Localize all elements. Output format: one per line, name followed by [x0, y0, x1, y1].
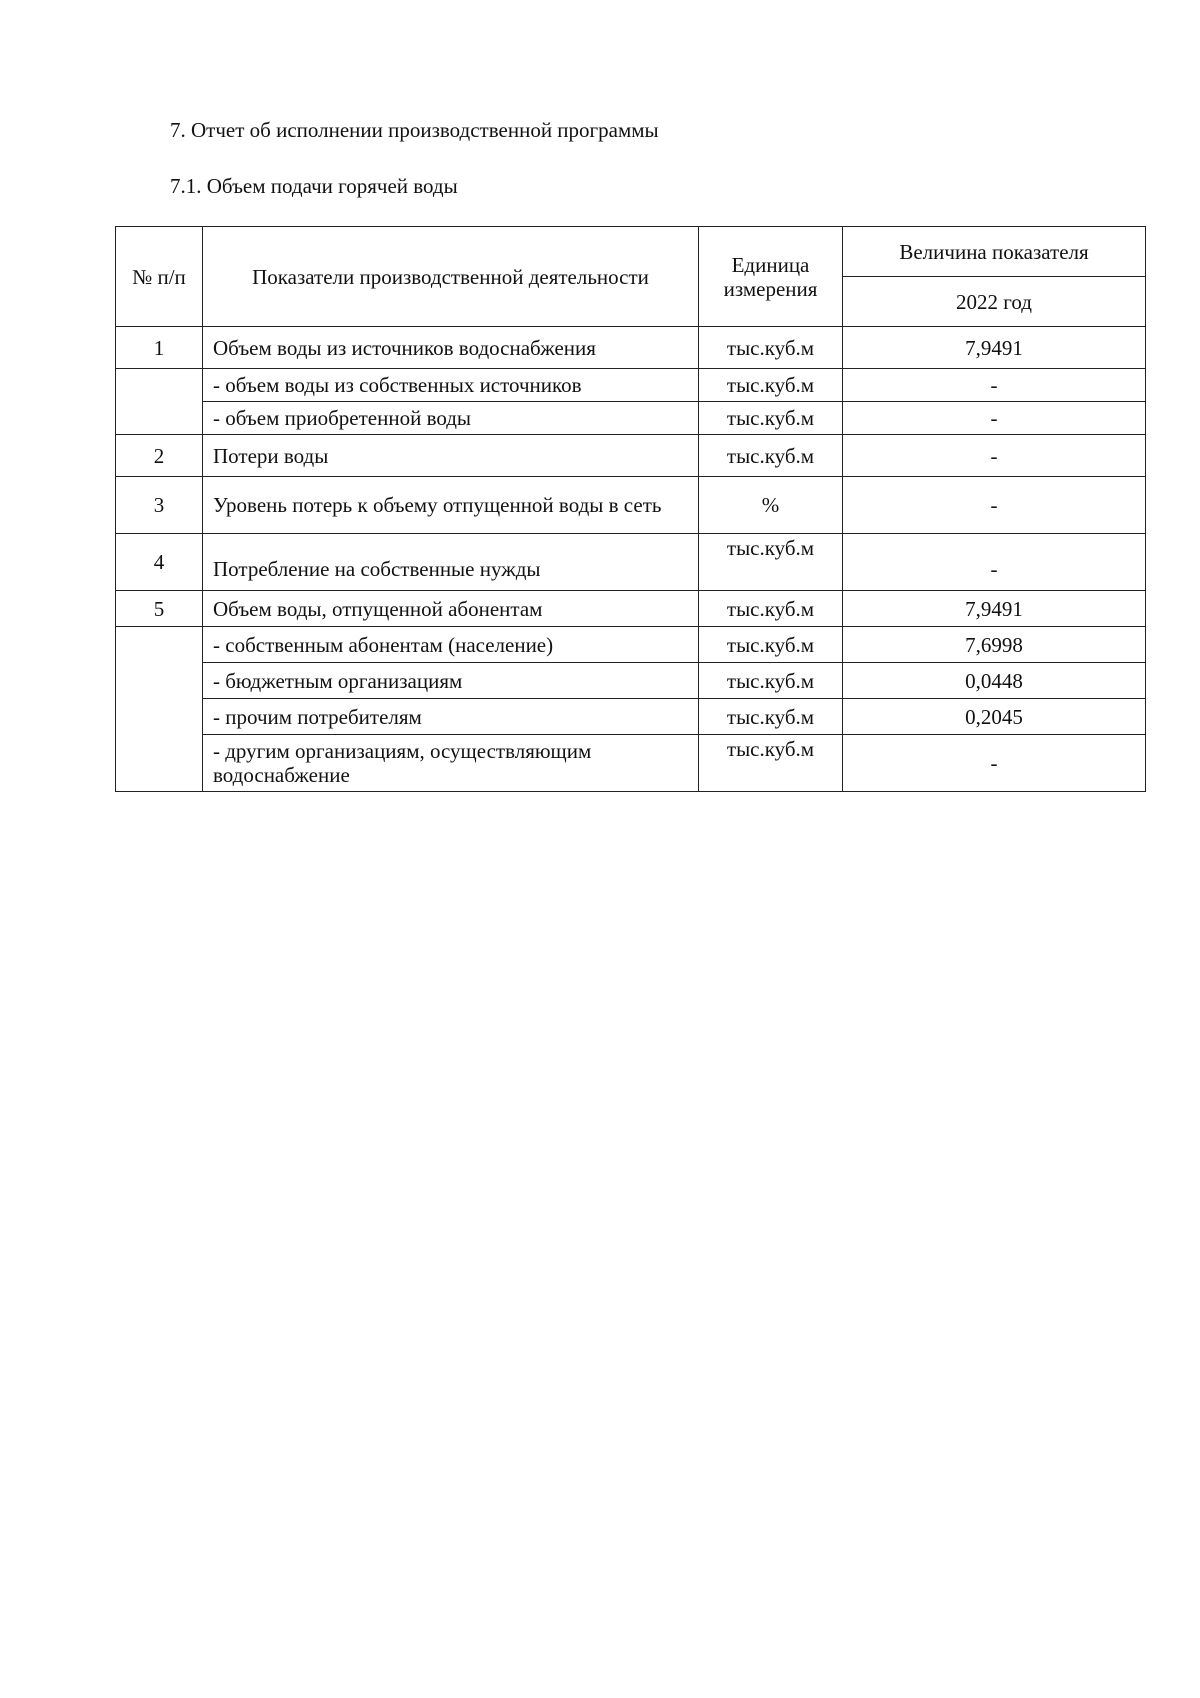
- row-name: Потребление на собственные нужды: [203, 534, 699, 591]
- row-num: [116, 627, 203, 792]
- header-num: № п/п: [116, 227, 203, 327]
- header-value: Величина показателя: [843, 227, 1146, 277]
- row-unit: тыс.куб.м: [699, 534, 843, 591]
- row-name: - объем воды из собственных источников: [203, 369, 699, 402]
- table-row: [116, 369, 1146, 402]
- row-unit: тыс.куб.м: [699, 627, 843, 663]
- row-num: 2: [116, 435, 203, 477]
- row-unit: тыс.куб.м: [699, 327, 843, 369]
- row-unit: тыс.куб.м: [699, 735, 843, 792]
- row-unit: тыс.куб.м: [699, 699, 843, 735]
- row-name: - бюджетным организациям: [203, 663, 699, 699]
- row-value: -: [843, 402, 1146, 435]
- row-name: Потери воды: [203, 435, 699, 477]
- row-value: -: [843, 735, 1146, 792]
- row-value: 7,6998: [843, 627, 1146, 663]
- subsection-heading: 7.1. Объем подачи горячей воды: [170, 174, 458, 198]
- table-header-row: [116, 227, 1146, 277]
- row-name: - другим организациям, осуществляющим водоснабжение: [203, 735, 699, 792]
- row-name: Объем воды из источников водоснабжения: [203, 327, 699, 369]
- row-name: - объем приобретенной воды: [203, 402, 699, 435]
- row-unit: тыс.куб.м: [699, 402, 843, 435]
- row-value: -: [843, 369, 1146, 402]
- row-value: 0,0448: [843, 663, 1146, 699]
- row-num: 4: [116, 534, 203, 591]
- row-name: Уровень потерь к объему отпущенной воды в сеть: [203, 477, 699, 534]
- table-row: [116, 477, 1146, 534]
- table-row: [116, 663, 1146, 699]
- table-row: [116, 591, 1146, 627]
- row-name: - прочим потребителям: [203, 699, 699, 735]
- row-num: [116, 369, 203, 435]
- row-value: -: [843, 477, 1146, 534]
- table-row: [116, 735, 1146, 792]
- row-unit: %: [699, 477, 843, 534]
- table-row: [116, 402, 1146, 435]
- table-row: [116, 699, 1146, 735]
- header-year: 2022 год: [843, 277, 1146, 327]
- production-program-table: [115, 226, 1146, 792]
- row-value: -: [843, 435, 1146, 477]
- table-row: [116, 327, 1146, 369]
- row-num: 3: [116, 477, 203, 534]
- row-value: 7,9491: [843, 327, 1146, 369]
- row-unit: тыс.куб.м: [699, 435, 843, 477]
- table-row: [116, 435, 1146, 477]
- section-heading: 7. Отчет об исполнении производственной программы: [170, 118, 659, 142]
- header-indicator: Показатели производственной деятельности: [203, 227, 699, 327]
- row-unit: тыс.куб.м: [699, 369, 843, 402]
- row-name: - собственным абонентам (население): [203, 627, 699, 663]
- row-value: 0,2045: [843, 699, 1146, 735]
- row-unit: тыс.куб.м: [699, 591, 843, 627]
- header-unit: Единица измерения: [699, 227, 843, 327]
- row-num: 5: [116, 591, 203, 627]
- row-unit: тыс.куб.м: [699, 663, 843, 699]
- table-row: [116, 627, 1146, 663]
- row-value: -: [843, 534, 1146, 591]
- row-num: 1: [116, 327, 203, 369]
- row-name: Объем воды, отпущенной абонентам: [203, 591, 699, 627]
- table-row: [116, 534, 1146, 591]
- row-value: 7,9491: [843, 591, 1146, 627]
